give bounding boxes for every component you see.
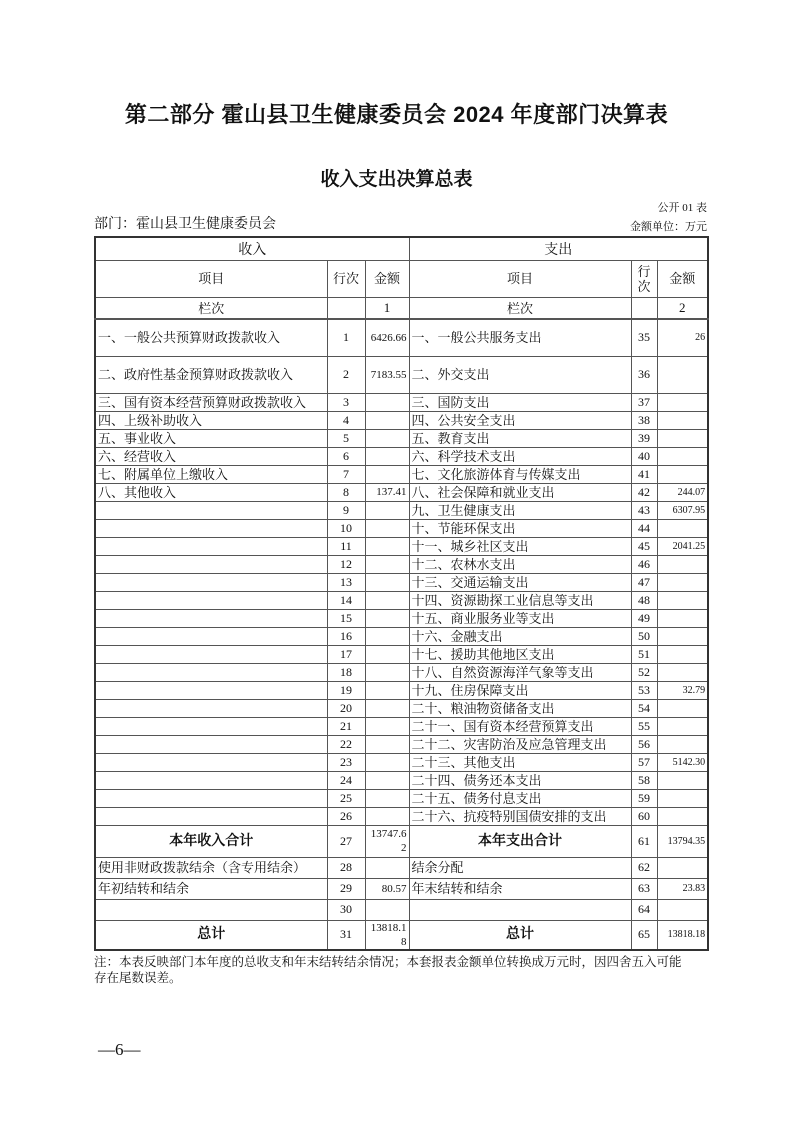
expense-amount-cell (657, 699, 708, 717)
income-amount-cell (365, 663, 409, 681)
income-item-cell (95, 591, 327, 609)
income-item-cell: 二、政府性基金预算财政拨款收入 (95, 356, 327, 393)
income-amount-cell (365, 627, 409, 645)
income-rowno-cell: 26 (327, 807, 365, 825)
expense-rowno-cell: 45 (631, 537, 657, 555)
table-row (95, 319, 708, 356)
income-amount-cell: 7183.55 (365, 356, 409, 393)
expense-item-cell: 七、文化旅游体育与传媒支出 (409, 465, 631, 483)
expense-rowno-cell: 46 (631, 555, 657, 573)
expense-rowno-cell: 56 (631, 735, 657, 753)
expense-item-cell (409, 899, 631, 920)
table-row (95, 393, 708, 411)
expense-group-header: 支出 (409, 237, 708, 260)
income-amount-cell: 13747.62 (365, 825, 409, 857)
table-row (95, 878, 708, 899)
income-amount-cell (365, 681, 409, 699)
expense-amount-cell: 13794.35 (657, 825, 708, 857)
expense-rowno-cell: 59 (631, 789, 657, 807)
income-rowno-cell: 30 (327, 899, 365, 920)
income-rowno-cell: 25 (327, 789, 365, 807)
income-amount-cell (365, 899, 409, 920)
table-row (95, 429, 708, 447)
income-amount-cell (365, 573, 409, 591)
expense-amount-cell (657, 627, 708, 645)
expense-item-cell: 二十二、灾害防治及应急管理支出 (409, 735, 631, 753)
income-rowno-cell: 10 (327, 519, 365, 537)
table-row (95, 807, 708, 825)
table-row (95, 681, 708, 699)
table-row (95, 825, 708, 857)
table-row (95, 717, 708, 735)
income-item-cell (95, 501, 327, 519)
income-rowno-cell: 20 (327, 699, 365, 717)
income-item-cell (95, 789, 327, 807)
income-rowno-blank (327, 297, 365, 319)
table-row (95, 483, 708, 501)
expense-rowno-cell: 63 (631, 878, 657, 899)
income-rowno-cell: 27 (327, 825, 365, 857)
expense-rowno-cell: 61 (631, 825, 657, 857)
expense-amount-cell (657, 465, 708, 483)
unit-label: 金额单位：万元 (630, 221, 707, 233)
table-row (95, 465, 708, 483)
income-rowno-cell: 16 (327, 627, 365, 645)
expense-rowno-cell: 47 (631, 573, 657, 591)
expense-rowno-cell: 35 (631, 319, 657, 356)
income-item-cell: 八、其他收入 (95, 483, 327, 501)
income-item-cell: 一、一般公共预算财政拨款收入 (95, 319, 327, 356)
income-amount-cell (365, 519, 409, 537)
income-item-cell (95, 753, 327, 771)
income-item-cell (95, 645, 327, 663)
income-rowno-cell: 11 (327, 537, 365, 555)
income-item-cell (95, 681, 327, 699)
income-amount-cell (365, 645, 409, 663)
income-amount-header: 金额 (365, 260, 409, 297)
table-body (95, 319, 708, 950)
income-rowno-cell: 22 (327, 735, 365, 753)
expense-rowno-header: 行次 (631, 260, 657, 297)
table-row (95, 789, 708, 807)
note-line-1: 注：本表反映部门本年度的总收支和年末结转结余情况；本套报表金额单位转换成万元时，因四舍五入可能 (94, 954, 682, 969)
table-row (95, 899, 708, 920)
table-row (95, 555, 708, 573)
income-item-cell (95, 663, 327, 681)
expense-amount-cell (657, 447, 708, 465)
expense-rowno-cell: 41 (631, 465, 657, 483)
income-group-header: 收入 (95, 237, 409, 260)
expense-rowno-cell: 57 (631, 753, 657, 771)
expense-rowno-cell: 54 (631, 699, 657, 717)
expense-amount-cell (657, 663, 708, 681)
income-rowno-cell: 29 (327, 878, 365, 899)
expense-amount-cell: 6307.95 (657, 501, 708, 519)
income-rowno-cell: 17 (327, 645, 365, 663)
department-label: 部门：霍山县卫生健康委员会 (94, 217, 276, 232)
expense-amount-cell (657, 789, 708, 807)
table-note (94, 954, 707, 986)
expense-item-cell: 结余分配 (409, 857, 631, 878)
expense-rowno-blank (631, 297, 657, 319)
income-item-cell (95, 771, 327, 789)
expense-amount-cell (657, 429, 708, 447)
income-amount-cell (365, 717, 409, 735)
income-amount-cell (365, 699, 409, 717)
note-line-2: 存在尾数误差。 (94, 970, 182, 985)
expense-rowno-cell: 40 (631, 447, 657, 465)
expense-item-cell: 十一、城乡社区支出 (409, 537, 631, 555)
income-item-cell: 使用非财政拨款结余（含专用结余） (95, 857, 327, 878)
expense-item-cell: 九、卫生健康支出 (409, 501, 631, 519)
table-row (95, 591, 708, 609)
income-amount-cell (365, 555, 409, 573)
table-row (95, 356, 708, 393)
income-amount-cell (365, 609, 409, 627)
expense-amount-cell (657, 857, 708, 878)
income-rowno-cell: 5 (327, 429, 365, 447)
income-item-header: 项目 (95, 260, 327, 297)
expense-amount-cell: 32.79 (657, 681, 708, 699)
income-item-cell: 四、上级补助收入 (95, 411, 327, 429)
column-number-row (95, 297, 708, 319)
income-item-cell: 七、附属单位上缴收入 (95, 465, 327, 483)
expense-item-cell: 二十四、债务还本支出 (409, 771, 631, 789)
income-item-cell (95, 627, 327, 645)
income-amount-cell: 137.41 (365, 483, 409, 501)
expense-item-cell: 十二、农林水支出 (409, 555, 631, 573)
table-row (95, 699, 708, 717)
expense-item-cell: 本年支出合计 (409, 825, 631, 857)
income-amount-cell (365, 393, 409, 411)
expense-amount-cell: 13818.18 (657, 920, 708, 950)
income-amount-cell (365, 465, 409, 483)
expense-item-cell: 二、外交支出 (409, 356, 631, 393)
income-rowno-cell: 2 (327, 356, 365, 393)
expense-item-cell: 八、社会保障和就业支出 (409, 483, 631, 501)
expense-item-cell: 十四、资源勘探工业信息等支出 (409, 591, 631, 609)
expense-item-cell: 一、一般公共服务支出 (409, 319, 631, 356)
expense-amount-cell: 2041.25 (657, 537, 708, 555)
table-row (95, 411, 708, 429)
income-item-cell: 年初结转和结余 (95, 878, 327, 899)
income-rowno-cell: 18 (327, 663, 365, 681)
expense-item-cell: 十、节能环保支出 (409, 519, 631, 537)
income-rowno-cell: 21 (327, 717, 365, 735)
table-code-label: 公开 01 表 (657, 202, 707, 214)
expense-rowno-cell: 53 (631, 681, 657, 699)
expense-rowno-cell: 60 (631, 807, 657, 825)
table-row (95, 447, 708, 465)
income-item-cell: 六、经营收入 (95, 447, 327, 465)
income-item-cell (95, 899, 327, 920)
expense-item-cell: 十七、援助其他地区支出 (409, 645, 631, 663)
income-amount-cell: 6426.66 (365, 319, 409, 356)
expense-rowno-cell: 39 (631, 429, 657, 447)
expense-amount-cell (657, 519, 708, 537)
income-rowno-cell: 31 (327, 920, 365, 950)
page-number: —6— (98, 1040, 141, 1059)
income-item-cell (95, 609, 327, 627)
expense-col-no: 2 (657, 297, 708, 319)
expense-amount-cell (657, 807, 708, 825)
income-column-label: 栏次 (95, 297, 327, 319)
expense-item-cell: 十九、住房保障支出 (409, 681, 631, 699)
expense-item-header: 项目 (409, 260, 631, 297)
table-row (95, 609, 708, 627)
income-rowno-cell: 9 (327, 501, 365, 519)
expense-rowno-cell: 64 (631, 899, 657, 920)
expense-amount-cell (657, 717, 708, 735)
income-amount-cell (365, 857, 409, 878)
expense-amount-cell (657, 609, 708, 627)
expense-rowno-cell: 36 (631, 356, 657, 393)
income-item-cell: 五、事业收入 (95, 429, 327, 447)
expense-rowno-cell: 44 (631, 519, 657, 537)
expense-rowno-cell: 55 (631, 717, 657, 735)
expense-amount-cell: 23.83 (657, 878, 708, 899)
expense-rowno-cell: 50 (631, 627, 657, 645)
income-amount-cell: 80.57 (365, 878, 409, 899)
income-amount-cell (365, 591, 409, 609)
table-row (95, 920, 708, 950)
income-rowno-cell: 15 (327, 609, 365, 627)
income-rowno-cell: 4 (327, 411, 365, 429)
expense-amount-cell: 244.07 (657, 483, 708, 501)
income-rowno-cell: 12 (327, 555, 365, 573)
income-amount-cell (365, 807, 409, 825)
expense-item-cell: 四、公共安全支出 (409, 411, 631, 429)
income-rowno-cell: 23 (327, 753, 365, 771)
expense-amount-cell (657, 735, 708, 753)
income-item-cell (95, 519, 327, 537)
table-row (95, 645, 708, 663)
table-row (95, 771, 708, 789)
expense-item-cell: 十三、交通运输支出 (409, 573, 631, 591)
income-rowno-cell: 24 (327, 771, 365, 789)
table-row (95, 735, 708, 753)
income-amount-cell (365, 501, 409, 519)
income-rowno-cell: 3 (327, 393, 365, 411)
income-rowno-cell: 6 (327, 447, 365, 465)
expense-item-cell: 六、科学技术支出 (409, 447, 631, 465)
expense-amount-cell: 26 (657, 319, 708, 356)
income-rowno-cell: 8 (327, 483, 365, 501)
table-area (94, 202, 707, 986)
expense-item-cell: 二十六、抗疫特别国债安排的支出 (409, 807, 631, 825)
table-row (95, 573, 708, 591)
income-item-cell (95, 807, 327, 825)
expense-item-cell: 十五、商业服务业等支出 (409, 609, 631, 627)
expense-rowno-cell: 37 (631, 393, 657, 411)
table-row (95, 663, 708, 681)
table-row (95, 857, 708, 878)
expense-item-cell: 年末结转和结余 (409, 878, 631, 899)
expense-amount-cell (657, 645, 708, 663)
table-row (95, 501, 708, 519)
table-row (95, 519, 708, 537)
income-expense-table (94, 236, 709, 951)
expense-rowno-cell: 62 (631, 857, 657, 878)
income-amount-cell (365, 447, 409, 465)
expense-amount-cell (657, 356, 708, 393)
expense-amount-cell (657, 411, 708, 429)
income-amount-cell (365, 429, 409, 447)
income-item-cell: 本年收入合计 (95, 825, 327, 857)
income-item-cell (95, 717, 327, 735)
income-col-no: 1 (365, 297, 409, 319)
expense-amount-cell: 5142.30 (657, 753, 708, 771)
income-rowno-cell: 14 (327, 591, 365, 609)
income-amount-cell (365, 753, 409, 771)
table-row (95, 753, 708, 771)
expense-item-cell: 二十三、其他支出 (409, 753, 631, 771)
expense-column-label: 栏次 (409, 297, 631, 319)
section-title: 第二部分 霍山县卫生健康委员会 2024 年度部门决算表 (124, 102, 669, 127)
income-rowno-cell: 7 (327, 465, 365, 483)
column-header-row (95, 260, 708, 297)
expense-rowno-cell: 65 (631, 920, 657, 950)
income-amount-cell (365, 789, 409, 807)
income-item-cell (95, 735, 327, 753)
income-item-cell (95, 555, 327, 573)
expense-rowno-cell: 48 (631, 591, 657, 609)
income-amount-cell: 13818.18 (365, 920, 409, 950)
income-rowno-cell: 1 (327, 319, 365, 356)
income-rowno-cell: 28 (327, 857, 365, 878)
income-amount-cell (365, 735, 409, 753)
expense-item-cell: 十六、金融支出 (409, 627, 631, 645)
group-header-row (95, 237, 708, 260)
income-item-cell (95, 699, 327, 717)
expense-item-cell: 十八、自然资源海洋气象等支出 (409, 663, 631, 681)
income-rowno-cell: 19 (327, 681, 365, 699)
income-rowno-cell: 13 (327, 573, 365, 591)
expense-item-cell: 二十五、债务付息支出 (409, 789, 631, 807)
expense-rowno-cell: 58 (631, 771, 657, 789)
income-amount-cell (365, 771, 409, 789)
expense-rowno-cell: 51 (631, 645, 657, 663)
expense-amount-cell (657, 591, 708, 609)
table-row (95, 537, 708, 555)
expense-rowno-cell: 52 (631, 663, 657, 681)
income-item-cell: 总计 (95, 920, 327, 950)
expense-item-cell: 三、国防支出 (409, 393, 631, 411)
income-amount-cell (365, 537, 409, 555)
table-title: 收入支出决算总表 (320, 169, 473, 190)
income-item-cell (95, 537, 327, 555)
expense-rowno-cell: 49 (631, 609, 657, 627)
expense-rowno-cell: 43 (631, 501, 657, 519)
expense-amount-cell (657, 771, 708, 789)
expense-amount-cell (657, 899, 708, 920)
table-row (95, 627, 708, 645)
expense-rowno-cell: 38 (631, 411, 657, 429)
income-amount-cell (365, 411, 409, 429)
expense-amount-header: 金额 (657, 260, 708, 297)
expense-amount-cell (657, 555, 708, 573)
expense-rowno-cell: 42 (631, 483, 657, 501)
expense-item-cell: 五、教育支出 (409, 429, 631, 447)
expense-item-cell: 总计 (409, 920, 631, 950)
expense-item-cell: 二十、粮油物资储备支出 (409, 699, 631, 717)
expense-amount-cell (657, 573, 708, 591)
income-rowno-header: 行次 (327, 260, 365, 297)
expense-item-cell: 二十一、国有资本经营预算支出 (409, 717, 631, 735)
income-item-cell (95, 573, 327, 591)
table-head (95, 237, 708, 319)
table-meta-line (94, 216, 707, 234)
expense-amount-cell (657, 393, 708, 411)
income-item-cell: 三、国有资本经营预算财政拨款收入 (95, 393, 327, 411)
